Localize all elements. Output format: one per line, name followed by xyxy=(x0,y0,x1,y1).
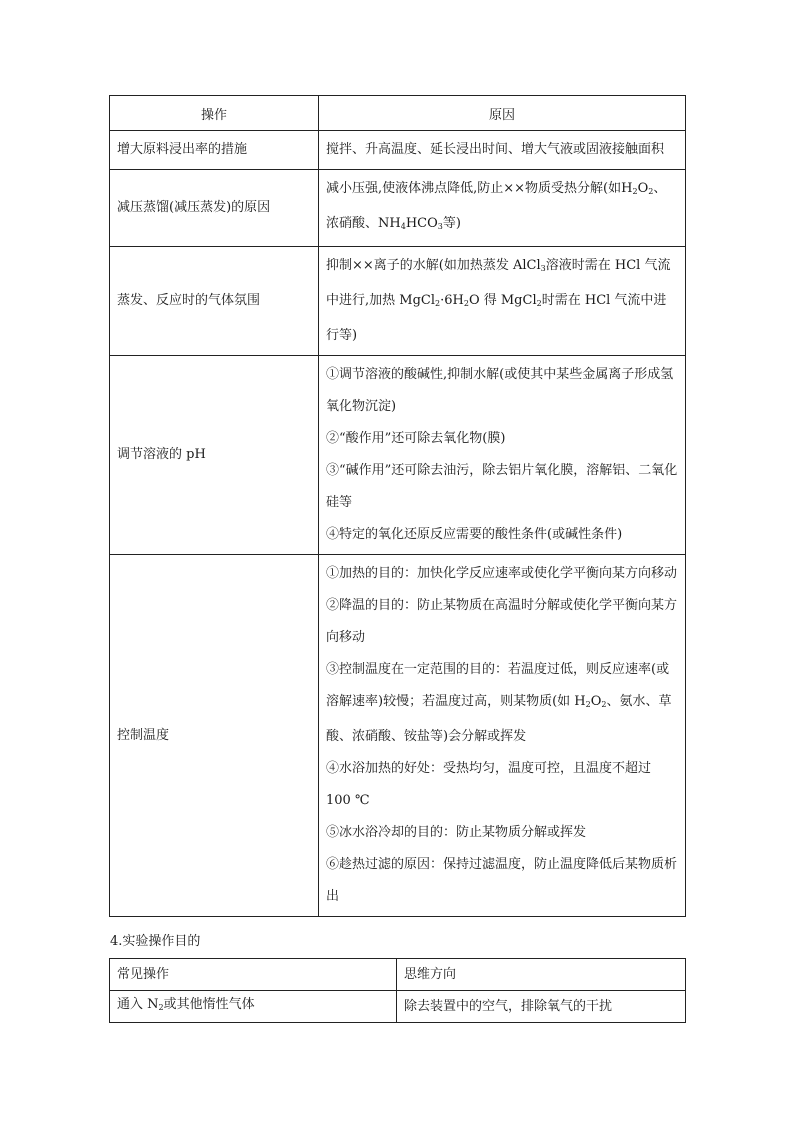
reason-item: ③控制温度在一定范围的目的：若温度过低，则反应速率(或溶解速率)较慢；若温度过高，则某物质(如 $H_2O_2$、氨水、草酸、浓硝酸、铵盐等)会分解或挥发 xyxy=(326,662,672,744)
experiment-operations-table xyxy=(109,958,686,1023)
reason-item: ①加热的目的：加快化学反应速率或使化学平衡向某方向移动 xyxy=(326,566,678,581)
table-row xyxy=(110,356,686,555)
operation-cell: 增大原料浸出率的措施 xyxy=(110,131,319,170)
reason-item: ⑤冰水浴冷却的目的：防止某物质分解或挥发 xyxy=(326,825,587,840)
header-common-operation: 常见操作 xyxy=(110,959,397,991)
reason-cell: 搅拌、升高温度、延长浸出时间、增大气液或固液接触面积 xyxy=(319,131,686,170)
table-row xyxy=(110,991,686,1023)
table-header-row xyxy=(110,959,686,991)
reason-cell: 减小压强,使液体沸点降低,防止××物质受热分解(如$H_2O_2$、浓硝酸、$NH_4HCO_3$等) xyxy=(319,170,686,247)
operation-cell: 控制温度 xyxy=(110,555,319,917)
header-reason: 原因 xyxy=(319,96,686,131)
operation-cell: 减压蒸馏(减压蒸发)的原因 xyxy=(110,170,319,247)
operation-cell: 调节溶液的 pH xyxy=(110,356,319,555)
reason-item: ③“碱作用”还可除去油污，除去铝片氧化膜，溶解铝、二氧化硅等 xyxy=(326,463,678,510)
section-heading: 4.实验操作目的 xyxy=(110,934,201,949)
reason-item: ④特定的氧化还原反应需要的酸性条件(或碱性条件) xyxy=(326,527,623,542)
reason-item: ⑥趁热过滤的原因：保持过滤温度，防止温度降低后某物质析出 xyxy=(326,857,678,904)
header-thinking-direction: 思维方向 xyxy=(397,959,686,991)
table-row xyxy=(110,247,686,356)
reason-cell xyxy=(319,555,686,917)
table-row xyxy=(110,555,686,917)
table-row xyxy=(110,170,686,247)
direction-cell: 除去装置中的空气，排除氧气的干扰 xyxy=(397,991,686,1023)
operation-cell: 通入 $N_2$或其他惰性气体 xyxy=(110,991,397,1023)
table-row xyxy=(110,131,686,170)
reason-cell xyxy=(319,356,686,555)
reason-item: ④水浴加热的好处：受热均匀，温度可控，且温度不超过 100 ℃ xyxy=(326,761,652,808)
operation-cell: 蒸发、反应时的气体氛围 xyxy=(110,247,319,356)
reason-item: ②“酸作用”还可除去氧化物(膜) xyxy=(326,431,506,446)
reason-item: ①调节溶液的酸碱性,抑制水解(或使其中某些金属离子形成氢氧化物沉淀) xyxy=(326,367,674,414)
reason-item: ②降温的目的：防止某物质在高温时分解或使化学平衡向某方向移动 xyxy=(326,598,678,645)
operations-table xyxy=(109,95,686,917)
header-operation: 操作 xyxy=(110,96,319,131)
table-header-row xyxy=(110,96,686,131)
reason-cell: 抑制××离子的水解(如加热蒸发 AlCl$_3$溶液时需在 HCl 气流中进行,加热 $MgCl_2\cdot 6H_2O$ 得 MgCl$_2$时需在 HCl 气流中进行等) xyxy=(319,247,686,356)
